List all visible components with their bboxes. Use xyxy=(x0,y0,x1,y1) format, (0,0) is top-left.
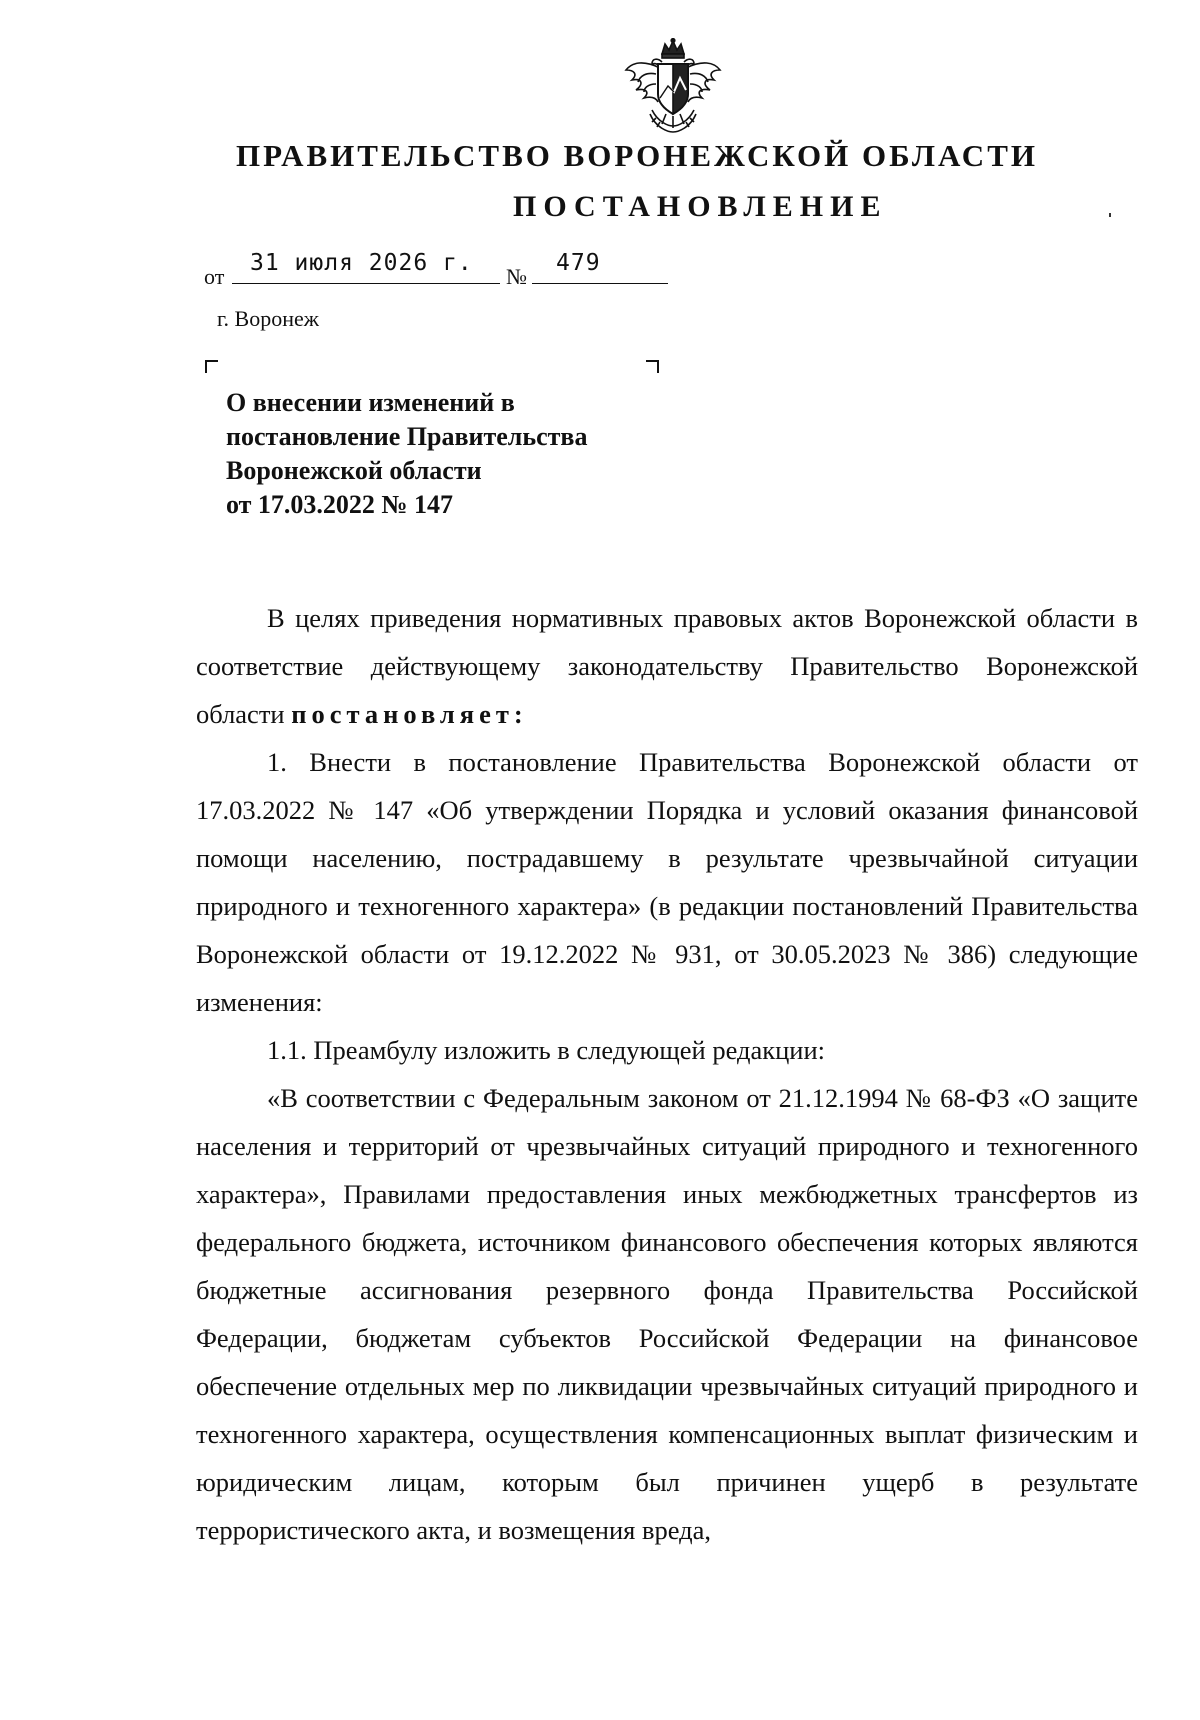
subject-line: постановление Правительства xyxy=(226,422,588,451)
number-prefix-label: № xyxy=(506,264,527,289)
organization-title: ПРАВИТЕЛЬСТВО ВОРОНЕЖСКОЙ ОБЛАСТИ xyxy=(236,138,1038,173)
number-underline xyxy=(532,283,668,284)
document-type-title: ПОСТАНОВЛЕНИЕ xyxy=(513,190,888,223)
date-prefix-label: от xyxy=(204,264,225,289)
body-paragraph-item-1: 1. Внести в постановление Правительства Воронежской области от 17.03.2022 № 147 «Об утверждении Порядка и условий оказания финансовой помощи населению, пострадавшему в результате чрезвычайной ситуации природного и техногенного характера» (в редакции постановлений Правительства Воронежской области от 19.12.2022 № 931, от 30.05.2023 № 386) следующие изменения: xyxy=(196,747,1138,1017)
body-paragraph-item-1-1: 1.1. Преамбулу изложить в следующей редакции: xyxy=(267,1035,826,1065)
document-body xyxy=(196,594,1138,1554)
body-paragraph-quoted-preamble: «В соответствии с Федеральным законом от 21.12.1994 № 68-ФЗ «О защите населения и территорий от чрезвычайных ситуаций природного и техногенного характера», Правилами предоставления иных межбюджетных трансфертов из федерального бюджета, источником финансового обеспечения которых являются бюджетные ассигнования резервного фонда Правительства Российской Федерации, бюджетам субъектов Российской Федерации на финансовое обеспечение отдельных мер по ликвидации чрезвычайных ситуаций природного и техногенного характера, осуществления компенсационных выплат физическим и юридическим лицам, которым был причинен ущерб в результате террористического акта, и возмещения вреда, xyxy=(196,1083,1138,1545)
subject-line: Воронежской области xyxy=(226,456,482,485)
scan-speck xyxy=(1109,213,1111,217)
preamble-text: В целях приведения нормативных правовых актов Воронежской области в соответствие действующему законодательству Правительство Воронежской области xyxy=(196,603,1138,729)
subject-line: от 17.03.2022 № 147 xyxy=(226,490,454,519)
date-underline xyxy=(232,283,500,284)
date-value: 31 июля 2026 г. xyxy=(250,250,473,276)
corner-mark-right xyxy=(646,360,659,373)
corner-mark-left xyxy=(205,360,218,373)
body-paragraph-preamble xyxy=(196,594,1138,738)
city-label: г. Воронеж xyxy=(217,306,319,331)
resolution-verb: постановляет: xyxy=(291,699,528,729)
document-subject xyxy=(226,386,587,522)
number-value: 479 xyxy=(556,250,601,276)
voronezh-coat-of-arms-icon xyxy=(622,38,724,136)
subject-line: О внесении изменений в xyxy=(226,388,515,417)
